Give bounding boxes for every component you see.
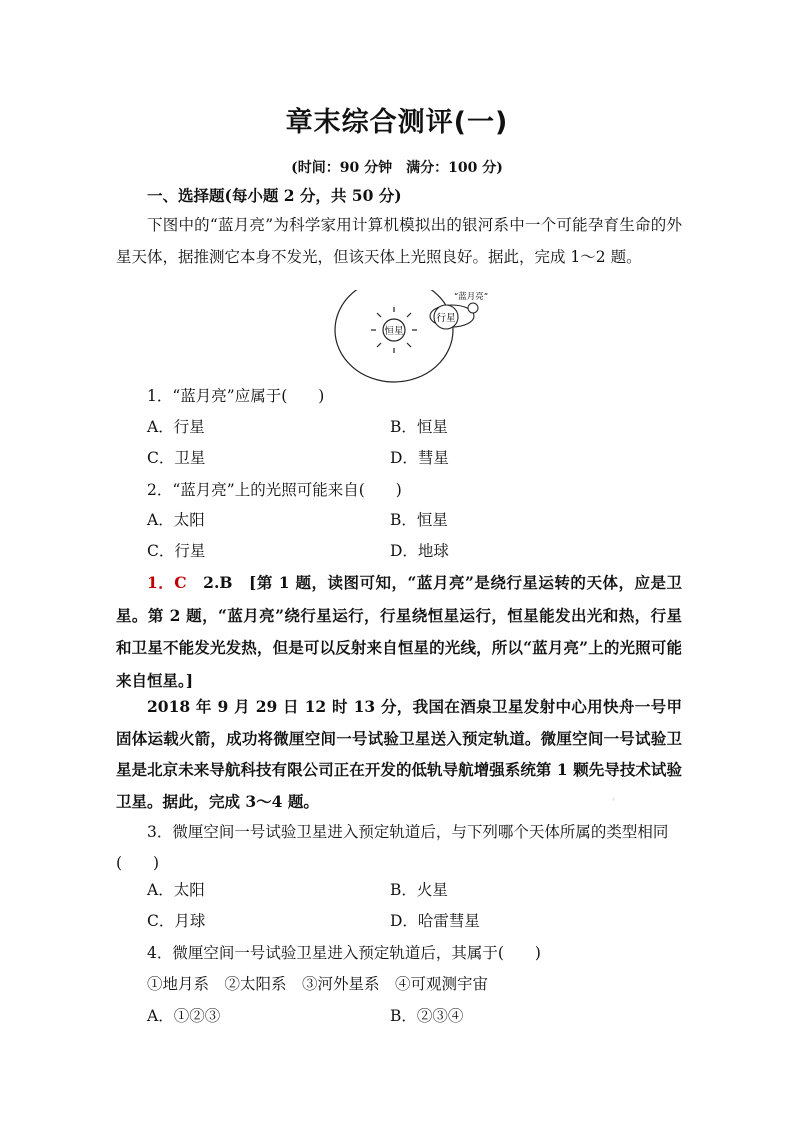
q3-option-a: A．太阳 (147, 881, 205, 899)
page-title: 章末综合测评(一) (285, 107, 509, 138)
q2-option-c: C．行星 (147, 542, 206, 560)
answer-key-2: 2.B (203, 573, 233, 592)
q1-option-d: D．彗星 (390, 449, 449, 467)
q2-option-a: A．太阳 (147, 511, 205, 529)
orbit-diagram (326, 290, 516, 388)
q1-option-c: C．卫星 (147, 449, 206, 467)
q1-option-b: B．恒星 (390, 418, 448, 436)
intro-paragraph-1: 下图中的“蓝月亮”为科学家用计算机模拟出的银河系中一个可能孕育生命的外星天体，据推测它本身不发光，但该天体上光照良好。据此，完成 1～2 题。 (116, 216, 682, 266)
q4-option-b: B．②③④ (390, 1007, 464, 1025)
star-label: 恒星 (384, 326, 404, 337)
question-4-items: ①地月系 ②太阳系 ③河外星系 ④可观测宇宙 (147, 975, 489, 993)
answer-text: [第 1 题，读图可知，“蓝月亮”是绕行星运转的天体，应是卫星。第 2 题，“蓝月亮”绕行星运行，行星绕恒星运行，恒星能发出光和热，行星和卫星不能发光发热，但是可以反射来自恒星的光线，所以“蓝月亮”上的光照可能来自恒星。] (116, 573, 682, 690)
q2-option-d: D．地球 (390, 542, 449, 560)
q3-option-b: B．火星 (390, 881, 448, 899)
question-2-stem: 2．“蓝月亮”上的光照可能来自( ) (147, 481, 402, 499)
q4-option-a: A．①②③ (147, 1007, 221, 1025)
q3-option-c: C．月球 (147, 912, 206, 930)
question-3-stem: 3．微厘空间一号试验卫星进入预定轨道后，与下列哪个天体所属的类型相同 (147, 823, 669, 841)
blue-moon-icon (468, 303, 478, 313)
answer-explanation-1-2 (116, 567, 682, 697)
planet-label: 行星 (436, 313, 456, 324)
q2-option-b: B．恒星 (390, 511, 448, 529)
intro-paragraph-2: 2018 年 9 月 29 日 12 时 13 分，我国在酒泉卫星发射中心用快舟一号甲固体运载火箭，成功将微厘空间一号试验卫星送入预定轨道。微厘空间一号试验卫星是北京未来导航科技有限公司正在开发的低轨导航增强系统第 1 颗先导技术试验卫星。据此，完成 3～4 题。 (116, 697, 682, 811)
q3-option-d: D．哈雷彗星 (390, 912, 480, 930)
q1-option-a: A．行星 (147, 418, 205, 436)
watermark: · (610, 788, 619, 813)
blue-moon-label: “蓝月亮” (453, 292, 489, 302)
question-1-stem: 1．“蓝月亮”应属于( ) (147, 387, 325, 405)
section-heading: 一、选择题(每小题 2 分，共 50 分) (147, 186, 402, 205)
question-4-stem: 4．微厘空间一号试验卫星进入预定轨道后，其属于( ) (147, 944, 541, 962)
exam-time-info: (时间：90 分钟 满分：100 分) (291, 160, 503, 176)
question-3-bracket: ( ) (116, 854, 160, 872)
answer-key-1: 1．C (147, 573, 187, 592)
